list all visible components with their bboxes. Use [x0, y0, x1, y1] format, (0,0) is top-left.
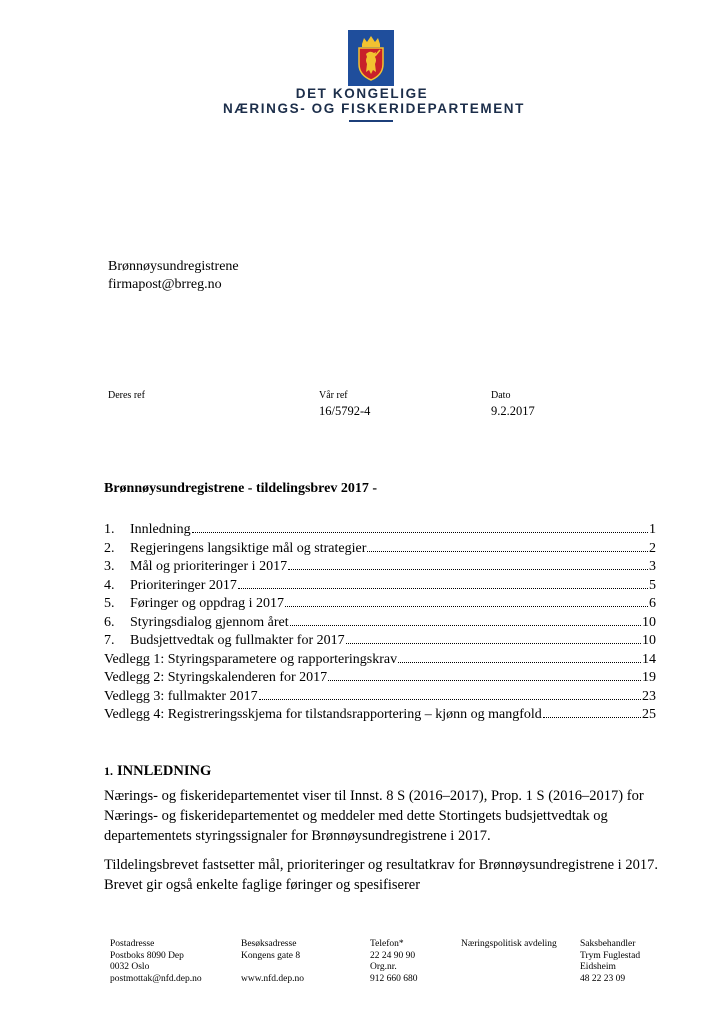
toc-entry[interactable]	[104, 578, 656, 597]
footer-line: 22 24 90 90	[370, 950, 416, 961]
document-title: Brønnøysundregistrene - tildelingsbrev 2017 -	[104, 481, 378, 496]
footer-line: Kongens gate 8	[241, 950, 301, 961]
toc-entry[interactable]	[104, 652, 656, 671]
toc-entry[interactable]	[104, 522, 656, 541]
recipient-email: firmapost@brreg.no	[108, 277, 222, 292]
toc-page: 25	[642, 707, 656, 722]
toc-page: 23	[642, 688, 656, 704]
footer-email[interactable]: postmottak@nfd.dep.no	[110, 973, 202, 984]
toc-page: 2	[649, 540, 656, 556]
toc-number: 1.	[104, 522, 115, 537]
footer-line: 0032 Oslo	[110, 962, 150, 972]
footer-besoksadresse	[241, 939, 304, 985]
toc-number: 6.	[104, 614, 115, 630]
toc-entry[interactable]	[104, 541, 656, 560]
dato-value: 9.2.2017	[491, 404, 535, 418]
footer-saksbehandler	[580, 939, 640, 985]
toc-leader	[367, 551, 648, 552]
toc-title: Styringsdialog gjennom året	[130, 614, 289, 630]
footer-website[interactable]: www.nfd.dep.no	[241, 973, 304, 984]
section-heading	[104, 763, 211, 780]
body-paragraph: Nærings- og fiskeridepartementet viser til Innst. 8 S (2016–2017), Prop. 1 S (2016–2017) for Nærings- og fiskeridepartementet og meddeler med dette Stortingets budsjettvedtak og departementets styringssignaler for Brønnøysundregistrene i 2017.	[104, 788, 644, 844]
toc-page: 1	[649, 522, 656, 537]
footer-postadresse	[110, 939, 202, 985]
department-name-line1: DET KONGELIGE	[295, 86, 429, 101]
recipient-block	[108, 258, 239, 294]
footer-label: Postadresse	[110, 939, 155, 949]
toc-page: 19	[642, 670, 656, 685]
toc-title: Føringer og oppdrag i 2017	[130, 596, 284, 611]
toc-title: Prioriteringer 2017	[130, 577, 237, 593]
section-number: 1.	[104, 764, 113, 778]
toc-number: 7.	[104, 633, 115, 648]
toc-entry[interactable]	[104, 689, 656, 708]
toc-leader	[543, 717, 641, 718]
toc-page: 3	[649, 559, 656, 574]
toc-number: 4.	[104, 577, 115, 593]
footer-label: Telefon*	[370, 939, 404, 949]
toc-leader	[346, 643, 641, 644]
toc-leader	[285, 606, 648, 607]
toc-title: Regjeringens langsiktige mål og strategier	[130, 540, 367, 556]
toc-entry[interactable]	[104, 596, 656, 615]
toc-leader	[192, 532, 648, 533]
dato-label: Dato	[491, 390, 511, 401]
deres-ref-label: Deres ref	[108, 390, 145, 401]
toc-leader	[290, 625, 641, 626]
header-divider	[349, 120, 393, 122]
table-of-contents	[104, 522, 656, 726]
toc-leader	[259, 699, 641, 700]
toc-page: 10	[642, 614, 656, 630]
footer-telefon	[370, 939, 418, 985]
toc-page: 5	[649, 577, 656, 593]
var-ref-label: Vår ref	[319, 390, 348, 401]
toc-title: Vedlegg 3: fullmakter 2017	[104, 688, 258, 704]
toc-title: Budsjettvedtak og fullmakter for 2017	[130, 633, 345, 648]
toc-page: 10	[642, 633, 656, 648]
footer-line: 48 22 23 09	[580, 973, 626, 984]
toc-title: Vedlegg 1: Styringsparametere og rapporteringskrav	[104, 651, 398, 667]
toc-entry[interactable]	[104, 559, 656, 578]
footer-label: Besøksadresse	[241, 939, 297, 949]
footer-line: Org.nr.	[370, 962, 397, 972]
toc-entry[interactable]	[104, 707, 656, 726]
toc-title: Vedlegg 4: Registreringsskjema for tilstandsrapportering – kjønn og mangfold	[104, 707, 542, 722]
toc-entry[interactable]	[104, 633, 656, 652]
toc-number: 3.	[104, 559, 115, 574]
footer-label: Næringspolitisk avdeling	[461, 939, 557, 949]
var-ref-value: 16/5792-4	[319, 404, 371, 418]
body-paragraph: Tildelingsbrevet fastsetter mål, prioriteringer og resultatkrav for Brønnøysundregistrene i 2017. Brevet gir også enkelte faglige føringer og spesifiserer	[104, 857, 658, 893]
toc-entry[interactable]	[104, 615, 656, 634]
toc-leader	[238, 588, 648, 589]
footer-line: 912 660 680	[370, 973, 418, 984]
footer-line: Trym Fuglestad	[580, 950, 641, 961]
footer-line: Postboks 8090 Dep	[110, 950, 184, 961]
footer-avdeling	[461, 939, 557, 951]
footer-line: Eidsheim	[580, 962, 616, 972]
toc-leader	[328, 680, 641, 681]
toc-leader	[398, 662, 641, 663]
toc-title: Mål og prioriteringer i 2017	[130, 559, 288, 574]
section-title: INNLEDNING	[117, 763, 212, 779]
toc-entry[interactable]	[104, 670, 656, 689]
toc-title: Vedlegg 2: Styringskalenderen for 2017	[104, 670, 328, 685]
department-name-line2: NÆRINGS- OG FISKERIDEPARTEMENT	[222, 101, 525, 116]
toc-number: 2.	[104, 540, 115, 556]
toc-page: 14	[642, 651, 656, 667]
toc-number: 5.	[104, 596, 115, 611]
toc-leader	[288, 569, 648, 570]
toc-title: Innledning	[130, 522, 191, 537]
footer-label: Saksbehandler	[580, 939, 636, 949]
recipient-name: Brønnøysundregistrene	[108, 259, 239, 274]
coat-of-arms-icon	[348, 30, 394, 86]
toc-page: 6	[649, 596, 656, 611]
